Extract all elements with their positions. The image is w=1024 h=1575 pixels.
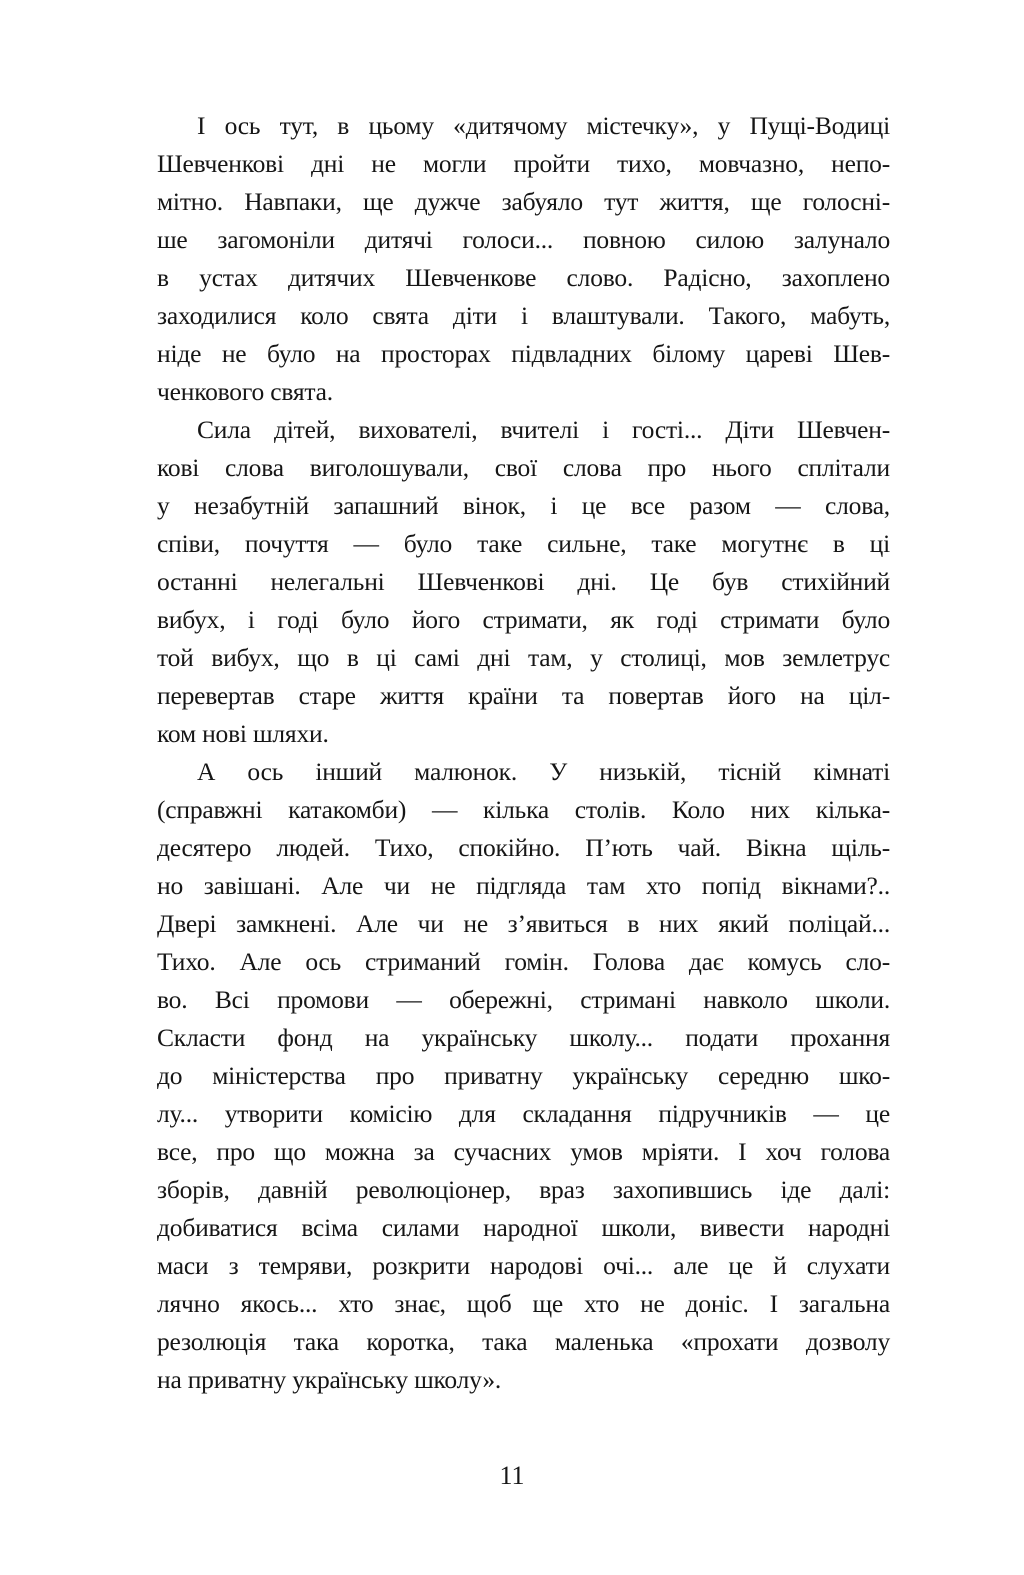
text-line: заходилися коло свята діти і влаштували. Такого, мабуть, bbox=[157, 301, 890, 330]
text-line: перевертав старе життя країни та повертав його на ціл- bbox=[157, 681, 890, 710]
text-line: співи, почуття — було таке сильне, таке могутнє в ці bbox=[157, 529, 890, 558]
text-line: до міністерства про приватну українську середню шко- bbox=[157, 1061, 890, 1090]
text-block bbox=[157, 107, 890, 1399]
text-line: Тихо. Але ось стриманий гомін. Голова дає комусь сло- bbox=[157, 947, 890, 976]
text-line: той вибух, що в ці самі дні там, у столиці, мов землетрус bbox=[157, 643, 890, 672]
text-line: резолюція така коротка, така маленька «прохати дозволу bbox=[157, 1327, 890, 1356]
text-line: но завішані. Але чи не підгляда там хто попід вікнами?.. bbox=[157, 871, 890, 900]
text-line: останні нелегальні Шевченкові дні. Це був стихійний bbox=[157, 567, 890, 596]
text-line: вибух, і годі було його стримати, як годі стримати було bbox=[157, 605, 890, 634]
text-line: Шевченкові дні не могли пройти тихо, мовчазно, непо- bbox=[157, 149, 890, 178]
text-line: все, про що можна за сучасних умов мріяти. І хоч голова bbox=[157, 1137, 890, 1166]
text-line: маси з темряви, розкрити народові очі... але це й слухати bbox=[157, 1251, 890, 1280]
text-line: зборів, давній революціонер, враз захопившись іде далі: bbox=[157, 1175, 890, 1204]
text-line: Сила дітей, вихователі, вчителі і гості... Діти Шевчен- bbox=[197, 415, 890, 444]
paragraph-3 bbox=[157, 753, 890, 1399]
text-line: (справжні катакомби) — кілька столів. Коло них кілька- bbox=[157, 795, 890, 824]
text-line: кові слова виголошували, свої слова про нього сплітали bbox=[157, 453, 890, 482]
text-line: ше загомоніли дитячі голоси... повною силою залунало bbox=[157, 225, 890, 254]
text-line: в устах дитячих Шевченкове слово. Радісно, захоплено bbox=[157, 263, 890, 292]
page-number: 11 bbox=[499, 1461, 525, 1490]
text-line: ком нові шляхи. bbox=[157, 719, 329, 748]
text-line: лячно якось... хто знає, щоб ще хто не доніс. І загальна bbox=[157, 1289, 890, 1318]
text-line: А ось інший малюнок. У низькій, тісній кімнаті bbox=[197, 757, 890, 786]
paragraph-1 bbox=[157, 107, 890, 411]
text-line: на приватну українську школу». bbox=[157, 1365, 502, 1394]
text-line: Двері замкнені. Але чи не з’явиться в них який поліцай... bbox=[157, 909, 890, 938]
text-line: у незабутній запашний вінок, і це все разом — слова, bbox=[157, 491, 890, 520]
text-line: лу... утворити комісію для складання підручників — це bbox=[157, 1099, 890, 1128]
text-line: ченкового свята. bbox=[157, 377, 333, 406]
paragraph-2 bbox=[157, 411, 890, 753]
text-line: Скласти фонд на українську школу... подати прохання bbox=[157, 1023, 890, 1052]
text-line: мітно. Навпаки, ще дужче забуяло тут життя, ще голосні- bbox=[157, 187, 890, 216]
text-line: добиватися всіма силами народної школи, вивести народні bbox=[157, 1213, 890, 1242]
text-line: ніде не було на просторах підвладних білому цареві Шев- bbox=[157, 339, 890, 368]
text-line: І ось тут, в цьому «дитячому містечку», у Пущі-Водиці bbox=[197, 111, 890, 140]
text-line: десятеро людей. Тихо, спокійно. П’ють чай. Вікна щіль- bbox=[157, 833, 890, 862]
text-line: во. Всі промови — обережні, стримані навколо школи. bbox=[157, 985, 890, 1014]
